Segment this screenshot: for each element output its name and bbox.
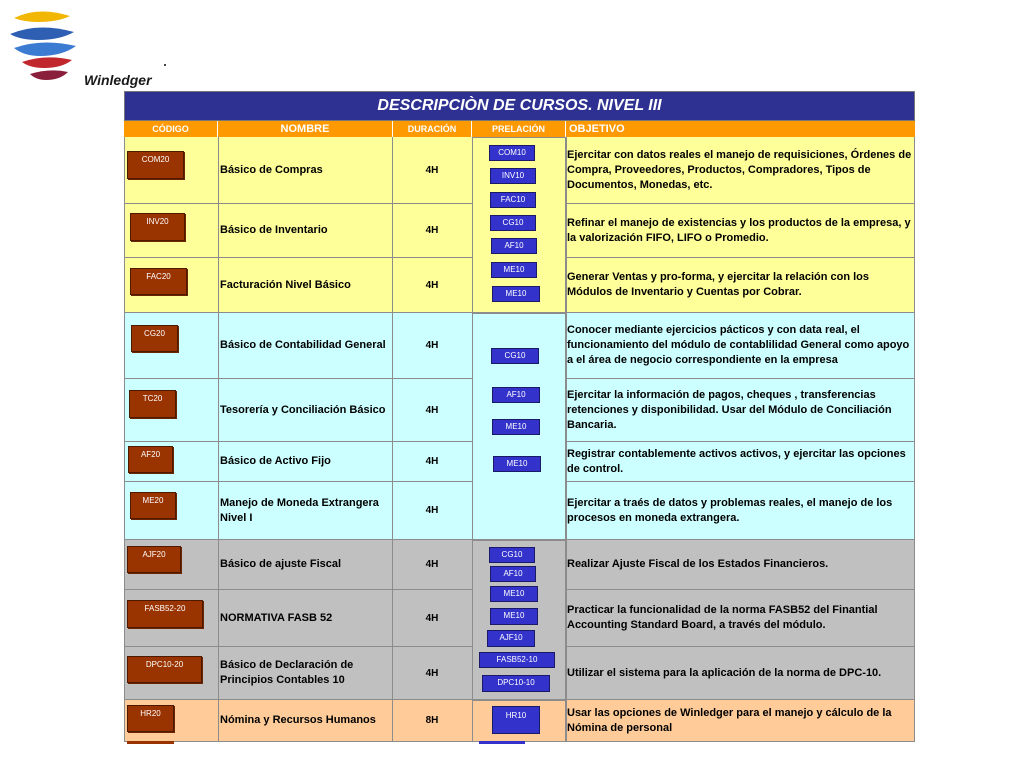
- prereq-badge[interactable]: CG10: [490, 215, 536, 231]
- course-duration: 4H: [425, 612, 439, 624]
- column-divider: [218, 137, 219, 742]
- cut-off-code-box: [127, 741, 174, 744]
- course-name: Facturación Nivel Básico: [220, 278, 351, 291]
- prereq-badge[interactable]: HR10: [492, 706, 540, 734]
- course-objective: Realizar Ajuste Fiscal de los Estados Financieros.: [567, 558, 829, 570]
- header-codigo: CÓDIGO: [124, 121, 218, 137]
- prereq-badge[interactable]: ME10: [492, 419, 540, 435]
- winledger-logo: [8, 8, 168, 88]
- course-code[interactable]: AF20: [128, 446, 173, 473]
- course-objective: Practicar la funcionalidad de la norma FASB52 del Finantial Accounting Standard Board, a través del módulo.: [567, 604, 878, 631]
- course-duration: 4H: [425, 404, 439, 416]
- prereq-badge[interactable]: ME10: [493, 456, 541, 472]
- course-name: Manejo de Moneda Extrangera Nivel I: [220, 496, 379, 524]
- prereq-badge[interactable]: ME10: [490, 586, 538, 602]
- brand-name: Winledger: [84, 72, 152, 88]
- prereq-badge[interactable]: AF10: [491, 238, 537, 254]
- course-name: Básico de ajuste Fiscal: [220, 558, 342, 570]
- course-name: Básico de Declaración de Principios Contables 10: [220, 659, 354, 686]
- course-objective: Refinar el manejo de existencias y los productos de la empresa, y la valorización FIFO, LIFO o Promedio.: [567, 216, 911, 244]
- prereq-badge[interactable]: ME10: [491, 262, 537, 278]
- course-duration: 8H: [425, 715, 439, 726]
- logo-mark-icon: [8, 8, 88, 88]
- course-name: Tesorería y Conciliación Básico: [220, 403, 386, 416]
- course-duration: 4H: [425, 505, 439, 516]
- header-nombre: NOMBRE: [218, 121, 393, 137]
- prereq-badge[interactable]: CG10: [491, 348, 539, 364]
- course-code[interactable]: DPC10-20: [127, 656, 202, 683]
- course-duration: 4H: [425, 340, 439, 351]
- course-code[interactable]: CG20: [131, 325, 178, 352]
- course-name: NORMATIVA FASB 52: [220, 611, 333, 624]
- cut-off-prereq-box: [479, 741, 525, 744]
- prereq-badge[interactable]: CG10: [489, 547, 535, 563]
- course-code[interactable]: HR20: [127, 705, 174, 732]
- prereq-badge[interactable]: ME10: [492, 286, 540, 302]
- course-name: Básico de Activo Fijo: [220, 455, 331, 467]
- course-code[interactable]: INV20: [130, 213, 185, 241]
- course-code[interactable]: ME20: [130, 492, 176, 519]
- course-objective: Usar las opciones de Winledger para el manejo y cálculo de la Nómina de personal: [567, 706, 892, 734]
- table-header: [124, 121, 915, 137]
- prereq-badge[interactable]: INV10: [490, 168, 536, 184]
- prereq-badge[interactable]: DPC10-10: [482, 675, 550, 692]
- course-duration: 4H: [425, 279, 439, 291]
- prereq-badge[interactable]: FAC10: [490, 192, 536, 208]
- course-objective: Ejercitar con datos reales el manejo de requisiciones, Órdenes de Compra, Proveedores, Productos, Compradores, Tipos de Documentos, Monedas, etc.: [567, 148, 912, 191]
- course-objective: Ejercitar la información de pagos, cheques , transferencias retenciones y disponibilidad. Usar del Módulo de Conciliación Bancaria.: [567, 388, 892, 431]
- course-code[interactable]: FAC20: [130, 268, 187, 295]
- prereq-badge[interactable]: AF10: [490, 566, 536, 582]
- prereq-badge[interactable]: COM10: [489, 145, 535, 161]
- course-name: Básico de Inventario: [220, 224, 328, 236]
- course-objective: Ejercitar a traés de datos y problemas reales, el manejo de los procesos en moneda extrangera.: [567, 496, 893, 524]
- course-code[interactable]: FASB52-20: [127, 600, 203, 628]
- prereq-badge[interactable]: FASB52-10: [479, 652, 555, 668]
- course-objective: Conocer mediante ejercicios pácticos y con data real, el funcionamiento del módulo de contablilidad General como apoyo a el área de negocio correspondiente en la empresa: [567, 324, 910, 366]
- prereq-badge[interactable]: AF10: [492, 387, 540, 403]
- course-duration: 4H: [425, 225, 439, 236]
- logo-dot: [164, 64, 166, 66]
- prereq-badge[interactable]: ME10: [490, 608, 538, 625]
- header-prelacion: PRELACIÓN: [472, 121, 566, 137]
- column-divider: [566, 137, 567, 742]
- table-title: DESCRIPCIÒN DE CURSOS. NIVEL III: [124, 91, 915, 121]
- course-code[interactable]: AJF20: [127, 546, 181, 573]
- course-objective: Utilizar el sistema para la aplicación de la norma de DPC-10.: [567, 666, 882, 679]
- course-duration: 4H: [425, 456, 439, 467]
- course-objective: Generar Ventas y pro-forma, y ejercitar la relación con los Módulos de Inventario y Cuentas por Cobrar.: [567, 271, 870, 298]
- course-duration: 4H: [425, 559, 439, 570]
- course-duration: 4H: [425, 667, 439, 679]
- course-name: Básico de Compras: [220, 163, 323, 176]
- course-code[interactable]: COM20: [127, 151, 184, 179]
- column-divider: [392, 137, 393, 742]
- course-code[interactable]: TC20: [129, 390, 176, 418]
- header-duracion: DURACIÓN: [393, 121, 472, 137]
- course-duration: 4H: [425, 164, 439, 176]
- course-name: Básico de Contabilidad General: [220, 339, 386, 351]
- course-objective: Registrar contablemente activos activos, y ejercitar las opciones de control.: [567, 447, 906, 475]
- header-objetivo: OBJETIVO: [569, 123, 625, 135]
- course-name: Nómina y Recursos Humanos: [220, 714, 376, 726]
- prereq-badge[interactable]: AJF10: [487, 630, 535, 647]
